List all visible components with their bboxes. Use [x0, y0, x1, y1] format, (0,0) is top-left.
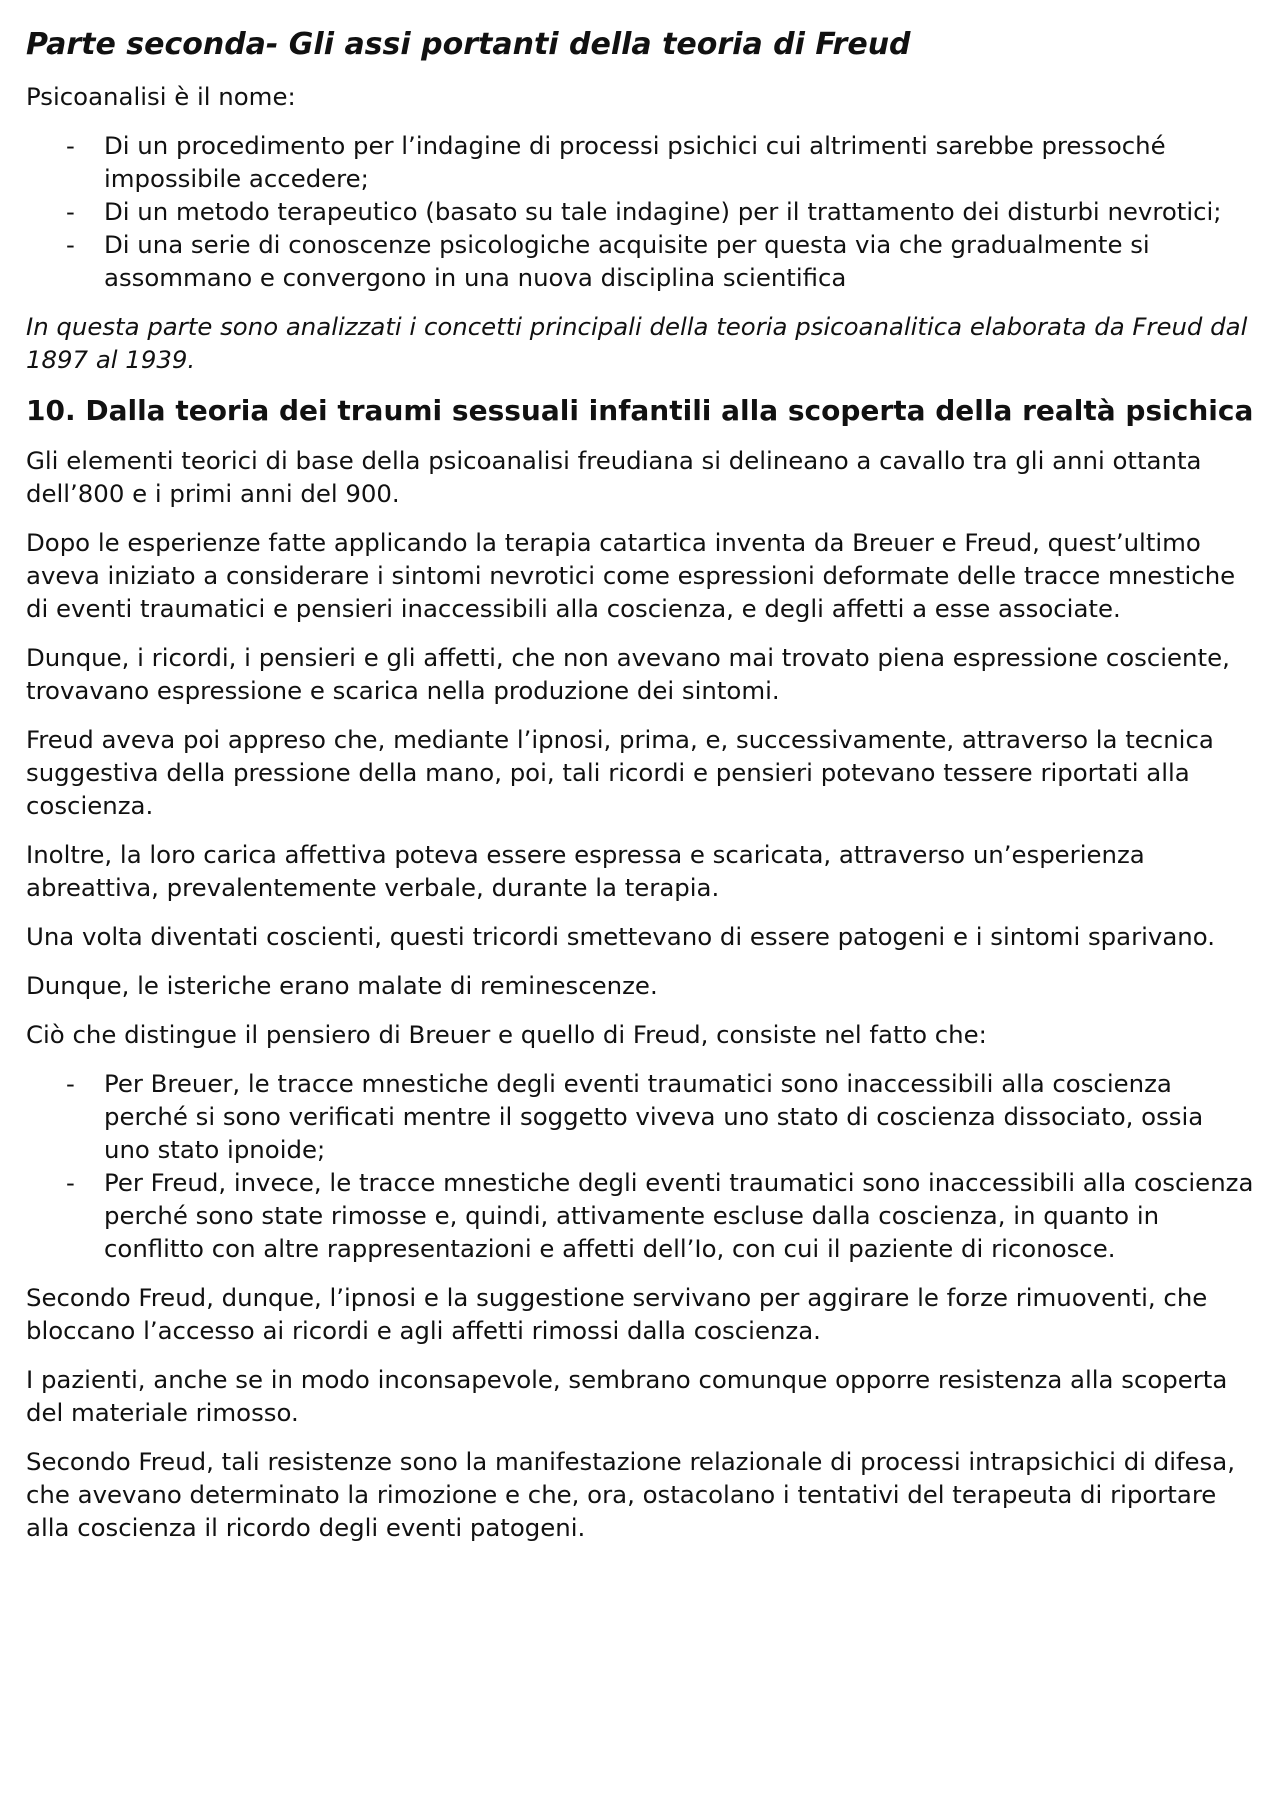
list-item [26, 195, 1254, 228]
intro-paragraph: Psicoanalisi è il nome: [26, 82, 296, 111]
dash-bullet: - [66, 131, 75, 160]
dash-bullet: - [66, 197, 75, 226]
body-paragraph: Freud aveva poi appreso che, mediante l’ipnosi, prima, e, successivamente, attraverso la tecnica suggestiva della pressione della mano, poi, tali ricordi e pensieri potevano tessere riportati alla coscienza. [26, 725, 1214, 820]
dash-bullet: - [66, 230, 75, 259]
body-paragraph: Ciò che distingue il pensiero di Breuer e quello di Freud, consiste nel fatto che: [26, 1020, 987, 1049]
list-item [26, 228, 1254, 294]
body-paragraph: Dunque, i ricordi, i pensieri e gli affetti, che non avevano mai trovato piena espressione cosciente, trovavano espressione e scarica nella produzione dei sintomi. [26, 643, 1230, 705]
dash-bullet: - [66, 1168, 75, 1197]
body-paragraph: Secondo Freud, tali resistenze sono la manifestazione relazionale di processi intrapsichici di difesa, che avevano determinato la rimozione e che, ora, ostacolano i tentativi del terapeuta di riportare alla coscienza il ricordo degli eventi patogeni. [26, 1447, 1235, 1542]
part-title: Parte seconda- Gli assi portanti della teoria di Freud [26, 27, 911, 62]
body-paragraph: Dunque, le isteriche erano malate di reminescenze. [26, 971, 658, 1000]
body-paragraph: Gli elementi teorici di base della psicoanalisi freudiana si delineano a cavallo tra gli anni ottanta dell’800 e i primi anni del 900. [26, 446, 1202, 508]
body-paragraph: Una volta diventati coscienti, questi tricordi smettevano di essere patogeni e i sintomi sparivano. [26, 922, 1215, 951]
list-item-text: Di una serie di conoscenze psicologiche acquisite per questa via che gradualmente si assommano e convergono in una nuova disciplina scientifica [104, 230, 1150, 292]
list-item [26, 129, 1254, 195]
list-item-text: Di un procedimento per l’indagine di processi psichici cui altrimenti sarebbe pressoché impossibile accedere; [104, 131, 1166, 193]
comparison-list [26, 1067, 1254, 1265]
list-item-text: Di un metodo terapeutico (basato su tale indagine) per il trattamento dei disturbi nevrotici; [104, 197, 1222, 226]
list-item-text: Per Breuer, le tracce mnestiche degli eventi traumatici sono inaccessibili alla coscienza perché si sono verificati mentre il soggetto viveva uno stato di coscienza dissociato, ossia uno stato ipnoide; [104, 1069, 1204, 1164]
intro-note: In questa parte sono analizzati i concetti principali della teoria psicoanalitica elaborata da Freud dal 1897 al 1939. [26, 312, 1248, 374]
list-item-text: Per Freud, invece, le tracce mnestiche degli eventi traumatici sono inaccessibili alla coscienza perché sono state rimosse e, quindi, attivamente escluse dalla coscienza, in quanto in conflitto con altre rappresentazioni e affetti dell’Io, con cui il paziente di riconosce. [104, 1168, 1254, 1263]
definition-list [26, 129, 1254, 294]
body-paragraph: I pazienti, anche se in modo inconsapevole, sembrano comunque opporre resistenza alla scoperta del materiale rimosso. [26, 1365, 1228, 1427]
dash-bullet: - [66, 1069, 75, 1098]
list-item [26, 1166, 1254, 1265]
list-item [26, 1067, 1254, 1166]
section-heading: 10. Dalla teoria dei traumi sessuali infantili alla scoperta della realtà psichica [26, 394, 1254, 427]
body-paragraph: Inoltre, la loro carica affettiva poteva essere espressa e scaricata, attraverso un’esperienza abreattiva, prevalentemente verbale, durante la terapia. [26, 840, 1145, 902]
body-paragraph: Secondo Freud, dunque, l’ipnosi e la suggestione servivano per aggirare le forze rimuoventi, che bloccano l’accesso ai ricordi e agli affetti rimossi dalla coscienza. [26, 1283, 1208, 1345]
body-paragraph: Dopo le esperienze fatte applicando la terapia catartica inventa da Breuer e Freud, quest’ultimo aveva iniziato a considerare i sintomi nevrotici come espressioni deformate delle tracce mnestiche di eventi traumatici e pensieri inaccessibili alla coscienza, e degli affetti a esse associate. [26, 528, 1236, 623]
